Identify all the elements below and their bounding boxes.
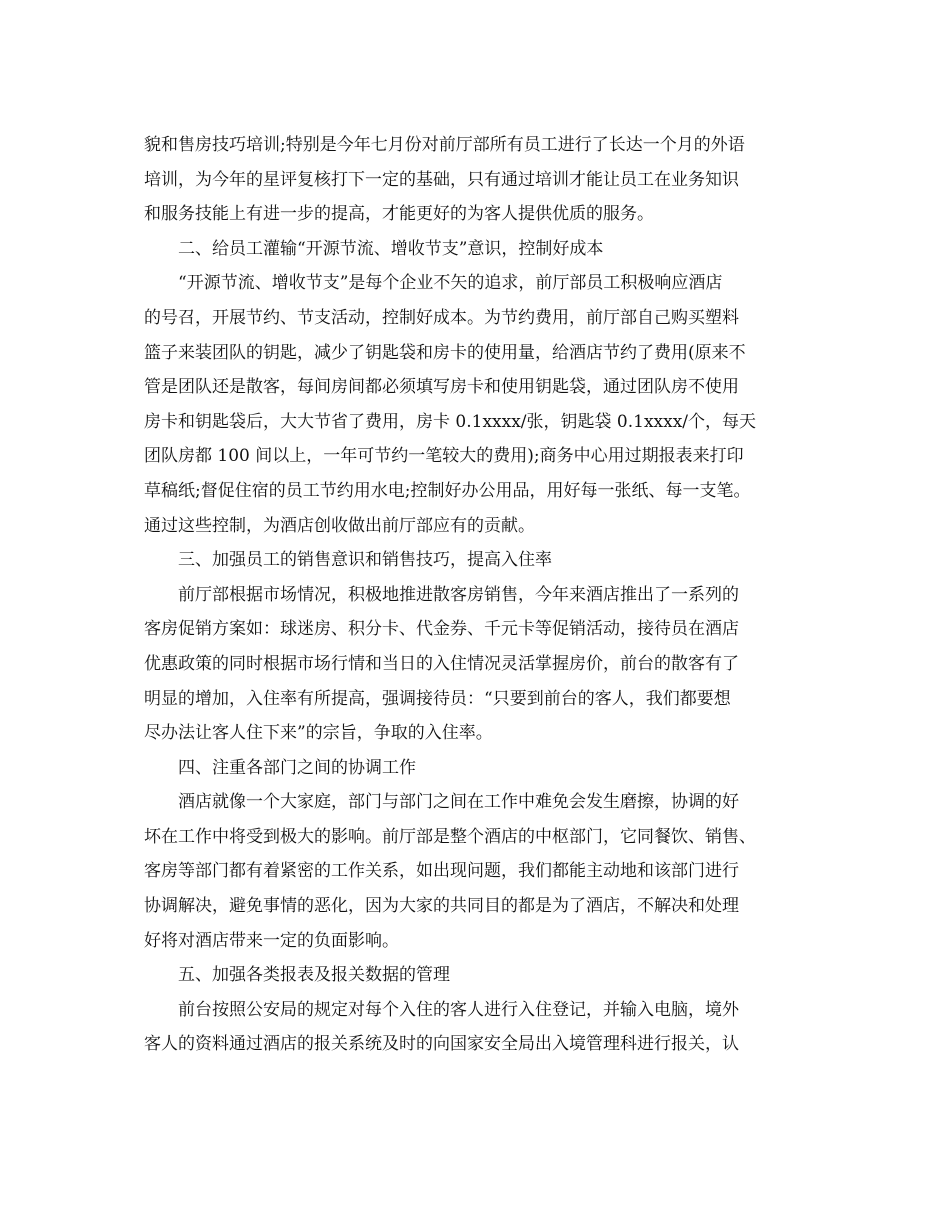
- body-text-line: 培训，为今年的星评复核打下一定的基础，只有通过培训才能让员工在业务知识: [144, 169, 739, 190]
- paragraph-first-line: 酒店就像一个大家庭，部门与部门之间在工作中难免会发生磨擦，协调的好: [178, 792, 739, 813]
- document-page: [144, 128, 808, 1062]
- body-text-line: 好将对酒店带来一定的负面影响。: [144, 930, 399, 951]
- body-text-line: 管是团队还是散客，每间房间都必须填写房卡和使用钥匙袋，通过团队房不使用: [144, 377, 739, 398]
- section-heading-2: 二、给员工灌输“开源节流、增收节支”意识，控制好成本: [178, 238, 604, 259]
- body-text-line: 和服务技能上有进一步的提高，才能更好的为客人提供优质的服务。: [144, 204, 654, 225]
- body-text-line: 通过这些控制，为酒店创收做出前厅部应有的贡献。: [144, 515, 535, 536]
- body-text-line: 明显的增加，入住率有所提高，强调接待员：“只要到前台的客人，我们都要想: [144, 688, 731, 709]
- section-heading-3: 三、加强员工的销售意识和销售技巧，提高入住率: [178, 550, 552, 571]
- section-heading-5: 五、加强各类报表及报关数据的管理: [178, 965, 450, 986]
- paragraph-first-line: 前厅部根据市场情况，积极地推进散客房销售，今年来酒店推出了一系列的: [178, 584, 739, 605]
- body-text-line: 篮子来装团队的钥匙，减少了钥匙袋和房卡的使用量，给酒店节约了费用(原来不: [144, 342, 746, 363]
- body-text-line: 坏在工作中将受到极大的影响。前厅部是整个酒店的中枢部门，它同餐饮、销售、: [144, 826, 756, 847]
- body-text-line: 草稿纸;督促住宿的员工节约用水电;控制好办公用品，用好每一张纸、每一支笔。: [144, 480, 751, 501]
- body-text-line: 协调解决，避免事情的恶化，因为大家的共同目的都是为了酒店，不解决和处理: [144, 896, 739, 917]
- body-text-line: 优惠政策的同时根据市场行情和当日的入住情况灵活掌握房价，前台的散客有了: [144, 653, 739, 674]
- body-text-line: 的号召，开展节约、节支活动，控制好成本。为节约费用，前厅部自己购买塑料: [144, 307, 739, 328]
- body-text-line: 客房促销方案如：球迷房、积分卡、代金券、千元卡等促销活动，接待员在酒店: [144, 619, 739, 640]
- body-text-line: 貌和售房技巧培训;特别是今年七月份对前厅部所有员工进行了长达一个月的外语: [144, 135, 745, 155]
- body-text-line: 尽办法让客人住下来”的宗旨，争取的入住率。: [144, 723, 493, 744]
- paragraph-first-line: 前台按照公安局的规定对每个入住的客人进行入住登记，并输入电脑，境外: [178, 999, 739, 1020]
- body-text-line: 客房等部门都有着紧密的工作关系，如出现问题，我们都能主动地和该部门进行: [144, 861, 739, 882]
- body-text-line: 房卡和钥匙袋后，大大节省了费用，房卡 0.1xxxx/张，钥匙袋 0.1xxxx/个，每天: [144, 411, 757, 432]
- paragraph-first-line: “开源节流、增收节支”是每个企业不矢的追求，前厅部员工积极响应酒店: [178, 273, 723, 294]
- section-heading-4: 四、注重各部门之间的协调工作: [178, 757, 416, 778]
- body-text-line: 团队房都 100 间以上，一年可节约一笔较大的费用);商务中心用过期报表来打印: [144, 446, 744, 467]
- body-text-line: 客人的资料通过酒店的报关系统及时的向国家安全局出入境管理科进行报关，认: [144, 1034, 739, 1055]
